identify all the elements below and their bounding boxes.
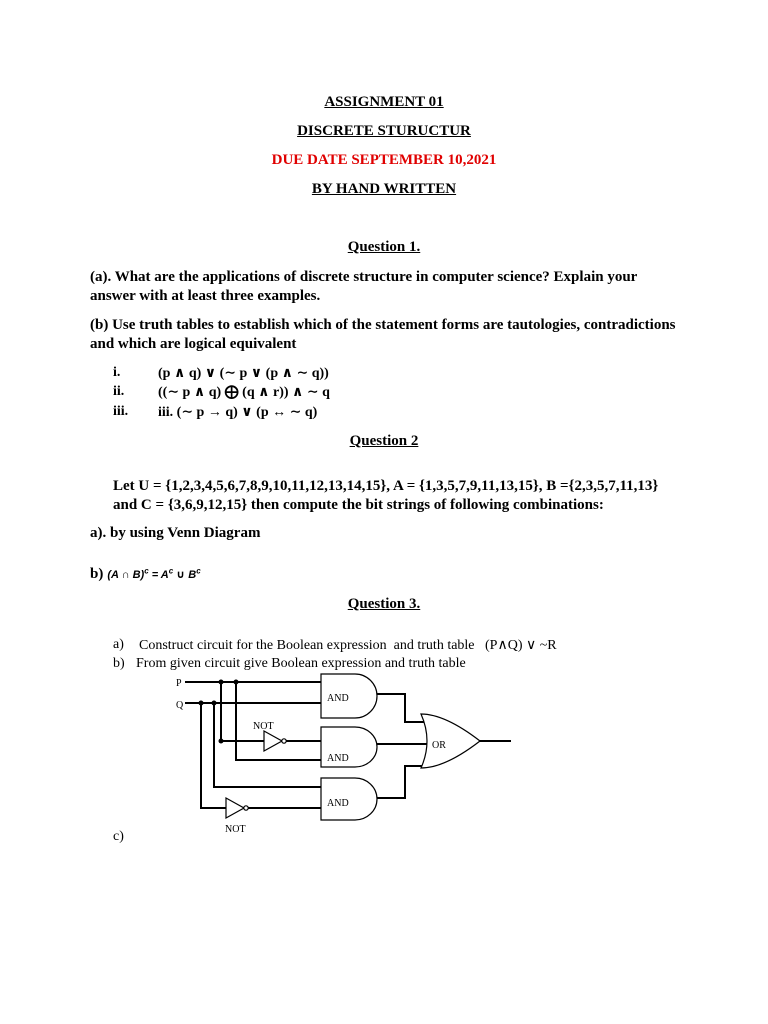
not-gate-2-bubble (244, 806, 248, 810)
q3-item-a-number: a) (113, 637, 124, 652)
not-gate-2 (226, 798, 244, 818)
question-3-heading: Question 3. (347, 596, 421, 612)
q3-item-b-number: b) (113, 656, 125, 671)
submission-mode: BY HAND WRITTEN (311, 181, 457, 197)
question-1-part-a: (a). What are the applications of discrete structure in computer science? Explain your answer with at least three examples. (90, 269, 638, 304)
not-gate-2-label: NOT (225, 824, 246, 835)
q1-item-2-expression: ((∼ p ∧ q) ⨁ (q ∧ r)) ∧ ∼ q (158, 385, 330, 400)
question-1-part-b: (b) Use truth tables to establish which of the statement forms are tautologies, contradictions and which are logical equivalent (90, 317, 676, 352)
junction-dot (234, 680, 239, 685)
q3-item-c-number: c) (113, 829, 124, 844)
not-gate-1-bubble (282, 739, 286, 743)
q1-item-1-number: i. (113, 365, 121, 380)
question-1-heading: Question 1. (347, 239, 421, 255)
q2-part-b-formula: (A ∩ $B)^c = A^c$ ∪ $B^c$ (107, 566, 201, 581)
junction-dot (199, 701, 204, 706)
wire-and3-out (377, 766, 428, 798)
or-gate (421, 714, 480, 768)
and-gate-1-label: AND (327, 693, 349, 704)
input-label-p: P (176, 678, 182, 689)
not-gate-1 (264, 731, 282, 751)
q1-item-1-expression: (p ∧ q) ∨ (∼ p ∨ (p ∧ ∼ q)) (158, 366, 329, 381)
q3-item-a-text: Construct circuit for the Boolean expression and truth table (P∧Q) ∨ ~R (139, 638, 557, 653)
subject-title: DISCRETE STURUCTUR (297, 123, 471, 139)
and-gate-3-label: AND (327, 798, 349, 809)
due-date: DUE DATE SEPTEMBER 10,2021 (271, 152, 497, 168)
junction-dot (212, 701, 217, 706)
or-gate-label: OR (432, 740, 446, 751)
junction-dot (219, 680, 224, 685)
question-2-heading: Question 2 (349, 433, 419, 449)
junction-dot (219, 739, 224, 744)
q2-part-b-label: b) (90, 566, 104, 582)
question-2-part-a: a). by using Venn Diagram (90, 525, 261, 541)
question-2-body: Let U = {1,2,3,4,5,6,7,8,9,10,11,12,13,14,15}, A = {1,3,5,7,9,11,13,15}, B ={2,3,5,7,11,13} and C = {3,6,9,12,15} then compute the bit strings of following combinations: (113, 478, 659, 513)
and-gate-2-label: AND (327, 753, 349, 764)
not-gate-1-label: NOT (253, 721, 274, 732)
input-label-q: Q (176, 700, 184, 711)
wire-and1-out (377, 694, 428, 722)
q1-item-3-expression: iii. (∼ p → q) ∨ (p ↔ ∼ q) (158, 405, 318, 420)
q3-item-b-text: From given circuit give Boolean expression and truth table (136, 656, 466, 671)
assignment-title: ASSIGNMENT 01 (324, 94, 444, 110)
q1-item-3-number: iii. (113, 404, 129, 419)
q1-item-2-number: ii. (113, 384, 125, 399)
